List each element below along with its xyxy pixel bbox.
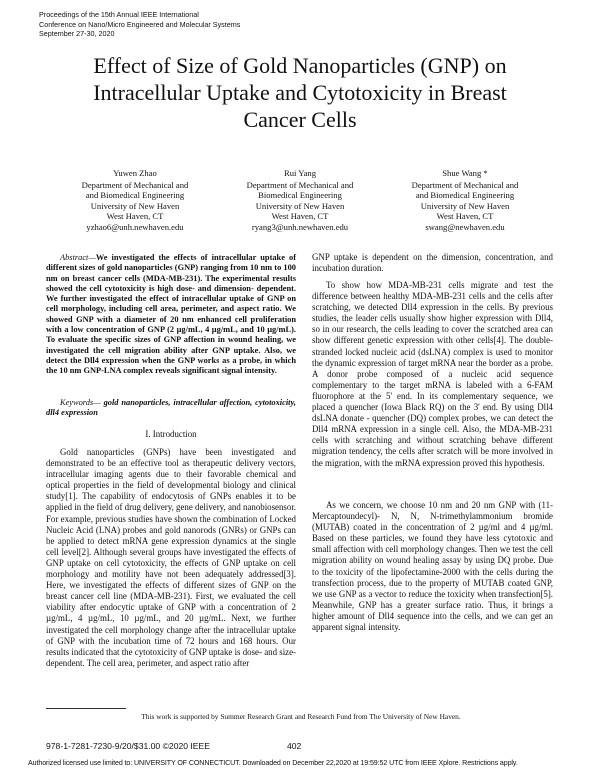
- abstract-text: We investigated the effects of intracellular uptake of different sizes of gold nanoparticles (GNP) ranging from 10 nm to 100 nm on breast cancer cells (MDA-MB-231). The experimental results showed the cell cytotoxicity is high dose- and dimension- dependent. We further investigated the effect of intracellular uptake of GNP on cell morphology, including cell area, perimeter, and aspect ratio. We showed GNP with a diameter of 20 nm enhanced cell proliferation with a low concentration of GNP (2 µg/mL, 4 µg/mL, and 10 µg/mL). To evaluate the specific sizes of GNP affection in wound healing, we investigated the cell migration ability after GNP uptake. Also, we detect the Dll4 expression when the GNP works as a probe, in which the 10 nm GNP-LNA complex reveals significant signal intensity.: [46, 253, 296, 376]
- section-heading-introduction: I. Introduction: [145, 429, 197, 439]
- author-location: West Haven, CT: [436, 211, 494, 222]
- title-line: Effect of Size of Gold Nanoparticles (GNP) on: [93, 53, 507, 78]
- paper-title: [40, 52, 560, 133]
- abstract-label: Abstract—: [60, 253, 96, 262]
- author-email: ryang3@unh.newhaven.edu: [251, 221, 349, 232]
- author-affiliation: and Biomedical Engineering: [415, 190, 515, 201]
- conference-dates: September 27-30, 2020: [39, 29, 115, 39]
- author-affiliation: Department of Mechanical and: [81, 179, 189, 190]
- paragraph: As we concern, we choose 10 nm and 20 nm GNP with (11-Mercaptoundecyl)- N, N, N-trimethylammonium bromide (MUTAB) coated in the concentration of 2 µg/ml and 4 µg/ml. Based on these particles, we found they have less cytotoxic and small affection with cell morphology changes. Then we test the cell migration ability on wound healing assay by using DQ probe. Due to the toxicity of the lipofectamine-2000 with the cells during the transfection process, due to the property of MUTAB coated GNP, we use GNP as a vector to reduce the toxicity when transfection[5]. Meanwhile, GNP has a greater surface ratio. Thus, it brings a higher amount of Dll4 sequence into the cells, and we can get an apparent signal intensity.: [312, 500, 553, 633]
- author-name: Shue Wang *: [442, 168, 488, 178]
- right-paragraph-2: [312, 280, 553, 469]
- abstract: [46, 253, 296, 377]
- author-affiliation: University of New Haven: [255, 200, 345, 211]
- author-affiliation: Department of Mechanical and: [246, 179, 354, 190]
- isbn-copyright: 978-1-7281-7230-9/20/$31.00 ©2020 IEEE: [46, 741, 211, 751]
- author-block-2: [225, 168, 375, 233]
- author-affiliation: University of New Haven: [420, 200, 510, 211]
- author-email: swang@newhaven.edu: [425, 221, 505, 232]
- author-name: Rui Yang: [284, 168, 316, 178]
- author-affiliation: University of New Haven: [90, 200, 180, 211]
- page-number: 402: [287, 741, 302, 751]
- author-affiliation: Department of Mechanical and: [411, 179, 519, 190]
- right-paragraph-1: [312, 252, 553, 274]
- footnote-divider: [46, 708, 126, 709]
- author-location: West Haven, CT: [106, 211, 164, 222]
- author-affiliation: and Biomedical Engineering: [85, 190, 185, 201]
- keywords: [46, 398, 296, 419]
- author-email: yzhao6@unh.newhaven.edu: [86, 221, 184, 232]
- author-block-1: [60, 168, 210, 233]
- conference-line: Conference on Nano/Micro Engineered and Molecular Systems: [39, 19, 241, 29]
- license-footer: Authorized licensed use limited to: UNIVERSITY OF CONNECTICUT. Downloaded on December 22,2020 at 19:59:52 UTC from IEEE Xplore. Restrictions apply.: [28, 759, 518, 767]
- author-block-3: [390, 168, 540, 233]
- author-location: West Haven, CT: [271, 211, 329, 222]
- author-affiliation: Biomedical Engineering: [258, 190, 342, 201]
- conference-header: [39, 10, 240, 39]
- paragraph: Gold nanoparticles (GNPs) have been investigated and demonstrated to be an effective tool as therapeutic delivery vectors, intracellular imaging agents due to their favorable chemical and optical properties in the field of developmental biology and clinical study[1]. The capability of endocytosis of GNPs enables it to be applied in the field of drug delivery, gene delivery, and nanobiosensor. For example, previous studies have shown the combination of Locked Nucleic Acid (LNA) probes and gold nanorods (GNRs) or GNPs can be applied to detect mRNA gene expression dynamics at the single cell level[2]. Although several groups have investigated the effects of GNP uptake on cell cytotoxicity, the effects of GNP uptake on cell morphology and motility have not been adequately addressed[3]. Here, we investigated the effects of different sizes of GNP on the breast cancer cell line (MDA-MB-231). First, we evaluated the cell viability after endocytic uptake of GNP with a concentration of 2 µg/mL, 4 µg/mL, 10 µg/mL, and 20 µg/mL. Next, we further investigated the cell morphology change after the intracellular uptake of GNP with the incubation time of 72 hours and 168 hours. Our results indicated that the cytotoxicity of GNP uptake is dose- and size-dependent. The cell area, perimeter, and aspect ratio after: [46, 447, 296, 668]
- author-name: Yuwen Zhao: [113, 168, 157, 178]
- title-line: Intracellular Uptake and Cytotoxicity in Breast: [93, 80, 507, 105]
- conference-line: Proceedings of the 15th Annual IEEE International: [39, 10, 199, 19]
- introduction-left-column: [46, 447, 296, 669]
- keywords-label: Keywords—: [60, 398, 101, 407]
- paragraph: To show how MDA-MB-231 cells migrate and test the difference between healthy MDA-MB-231 cells and the cells after scratching, we detected Dll4 expression in the cells. By previous studies, the leader cells usually show higher expression with Dll4, so in our research, the cells leading to cover the scratched area can show different genetic expression with other cells[4]. The double-stranded locked nucleic acid (dsLNA) complex is used to monitor the dynamic expression of target mRNA near the border as a probe. A donor probe composed of a nucleic acid sequence complementary to the target mRNA is labeled with a 6-FAM fluorophore at the 5' end. In its complementary sequence, we placed a quencher (Iowa Black RQ) on the 3' end. By using Dll4 dsLNA donate - quencher (DQ) complex probes, we can detect the Dll4 mRNA expression in a single cell. Also, the MDA-MB-231 cells with scratching and without scratching behave different migration tendency, the cells after scratch will be more involved in the migration, with the mRNA expression proved this hypothesis.: [312, 280, 553, 468]
- keywords-text: gold nanoparticles, intracellular affection, cytotoxicity, dll4 expression: [46, 398, 296, 418]
- paragraph: GNP uptake is dependent on the dimension, concentration, and incubation duration.: [312, 252, 553, 274]
- right-paragraph-3: [312, 500, 553, 633]
- title-line: Cancer Cells: [243, 107, 357, 132]
- funding-footnote: This work is supported by Summer Research Grant and Research Fund from The University of New Haven.: [141, 712, 461, 721]
